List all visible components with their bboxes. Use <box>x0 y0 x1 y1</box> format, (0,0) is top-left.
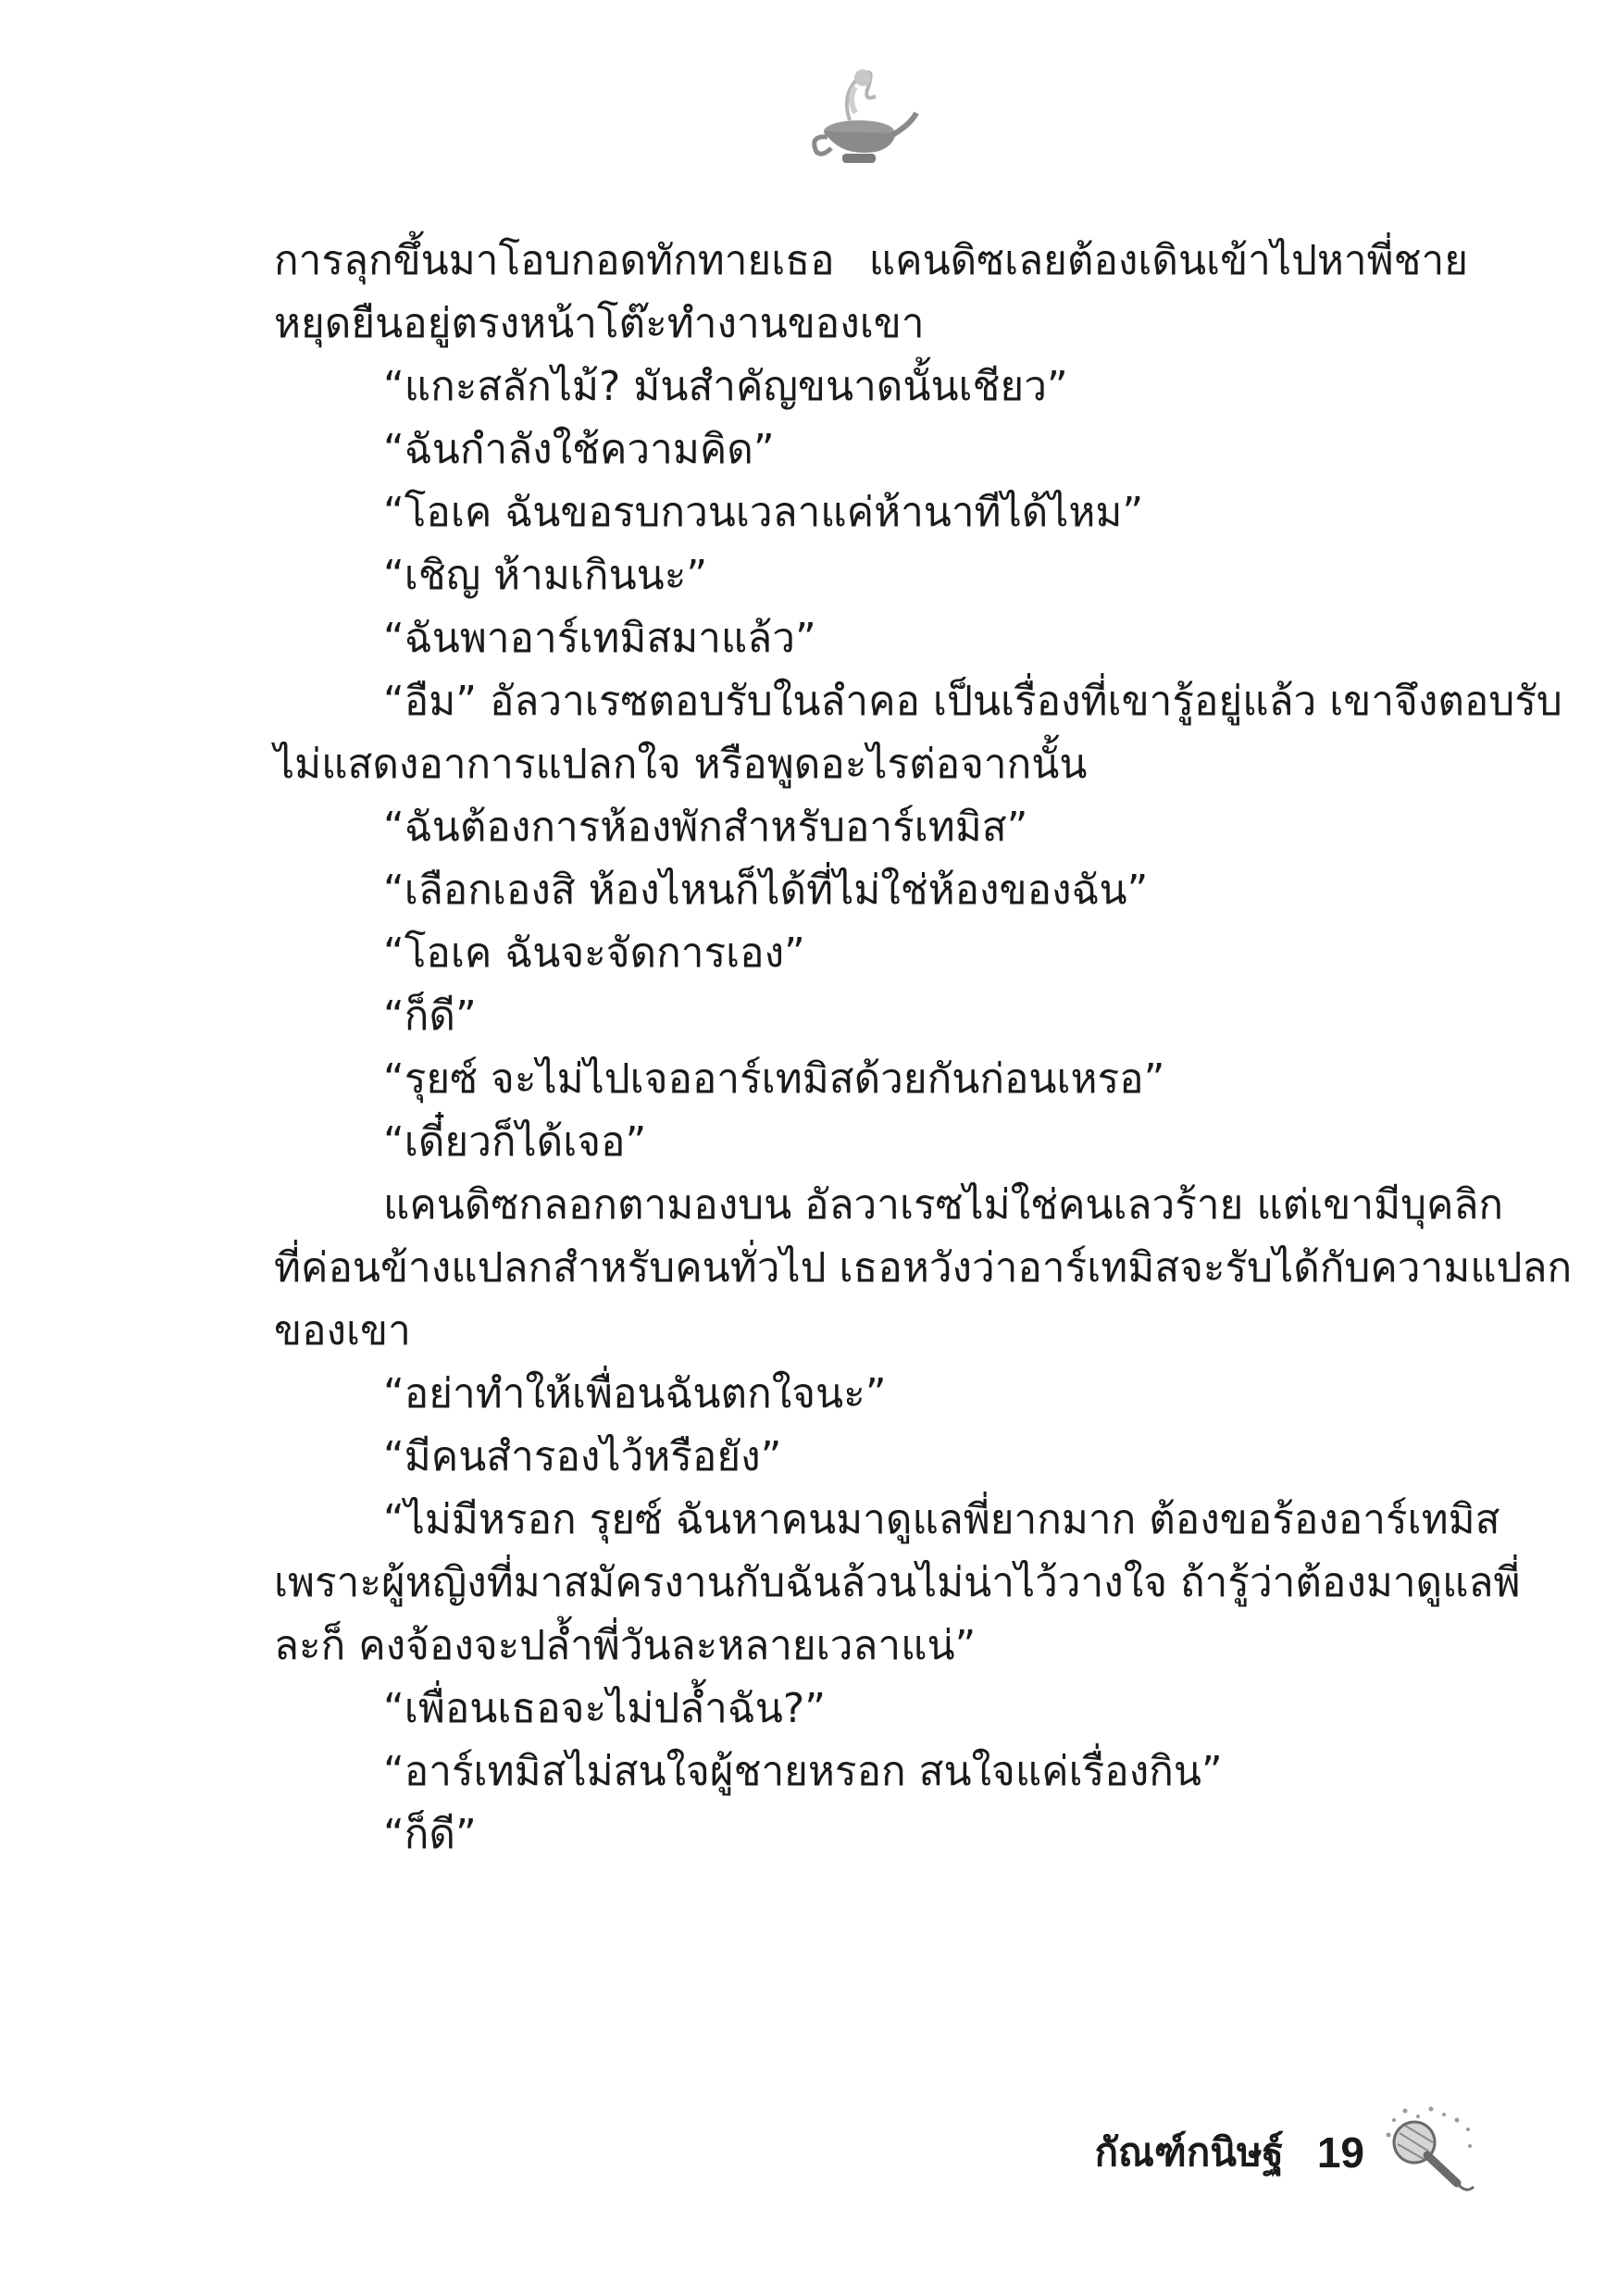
text-line: ละก็ คงจ้องจะปล้ำพี่วันละหลายเวลาแน่” <box>274 1622 977 1669</box>
text-line: “มีคนสำรองไว้หรือยัง” <box>383 1433 782 1480</box>
text-line: “แกะสลักไม้? มันสำคัญขนาดนั้นเชียว” <box>383 363 1068 410</box>
text-line: “อาร์เทมิสไม่สนใจผู้ชายหรอก สนใจแค่เรื่องกิน” <box>383 1748 1223 1795</box>
text-line: “ไม่มีหรอก รุยซ์ ฉันหาคนมาดูแลพี่ยากมาก ต้องขอร้องอาร์เทมิส <box>383 1496 1500 1543</box>
page-footer <box>1095 2102 1479 2203</box>
text-line: “รุยซ์ จะไม่ไปเจออาร์เทมิสด้วยกันก่อนเหรอ” <box>383 1055 1165 1103</box>
text-line: “โอเค ฉันขอรบกวนเวลาแค่ห้านาทีได้ไหม” <box>383 489 1144 536</box>
text-line: หยุดยืนอยู่ตรงหน้าโต๊ะทำงานของเขา <box>274 300 925 347</box>
text-line: “ฉันต้องการห้องพักสำหรับอาร์เทมิส” <box>383 804 1028 851</box>
text-line: ของเขา <box>274 1307 411 1354</box>
text-line: “ก็ดี” <box>383 992 477 1040</box>
text-line: “เพื่อนเธอจะไม่ปล้ำฉัน?” <box>383 1685 827 1732</box>
text-line: ที่ค่อนข้างแปลกสำหรับคนทั่วไป เธอหวังว่าอาร์เทมิสจะรับได้กับความแปลก <box>274 1244 1573 1292</box>
text-line: “ก็ดี” <box>383 1811 477 1858</box>
text-line: “เลือกเองสิ ห้องไหนก็ได้ที่ไม่ใช่ห้องของฉัน” <box>383 867 1149 914</box>
text-line: “โอเค ฉันจะจัดการเอง” <box>383 930 805 977</box>
text-line: “อย่าทำให้เพื่อนฉันตกใจนะ” <box>383 1370 887 1417</box>
text-line: “ฉันพาอาร์เทมิสมาแล้ว” <box>383 615 816 662</box>
body-text <box>274 230 1573 1866</box>
text-line: แคนดิซกลอกตามองบน อัลวาเรซไม่ใช่คนเลวร้าย แต่เขามีบุคลิก <box>383 1181 1504 1229</box>
microphone-icon <box>1377 2102 1479 2203</box>
text-line: เพราะผู้หญิงที่มาสมัครงานกับฉันล้วนไม่น่าไว้วางใจ ถ้ารู้ว่าต้องมาดูแลพี่ <box>274 1559 1521 1606</box>
text-line: “อืม” อัลวาเรซตอบรับในลำคอ เป็นเรื่องที่เขารู้อยู่แล้ว เขาจึงตอบรับ <box>383 678 1562 725</box>
author-name: กัณฑ์กนิษฐ์ <box>1094 2129 1284 2175</box>
page-number: 19 <box>1316 2128 1364 2177</box>
text-line: “เดี๋ยวก็ได้เจอ” <box>383 1118 647 1166</box>
text-line: “ฉันกำลังใช้ความคิด” <box>383 426 775 473</box>
genie-lamp-icon <box>803 56 924 176</box>
text-line: ไม่แสดงอาการแปลกใจ หรือพูดอะไรต่อจากนั้น <box>274 741 1088 788</box>
text-line: การลุกขึ้นมาโอบกอดทักทายเธอ แคนดิซเลยต้องเดินเข้าไปหาพี่ชาย <box>274 237 1468 284</box>
text-line: “เชิญ ห้ามเกินนะ” <box>383 552 708 599</box>
